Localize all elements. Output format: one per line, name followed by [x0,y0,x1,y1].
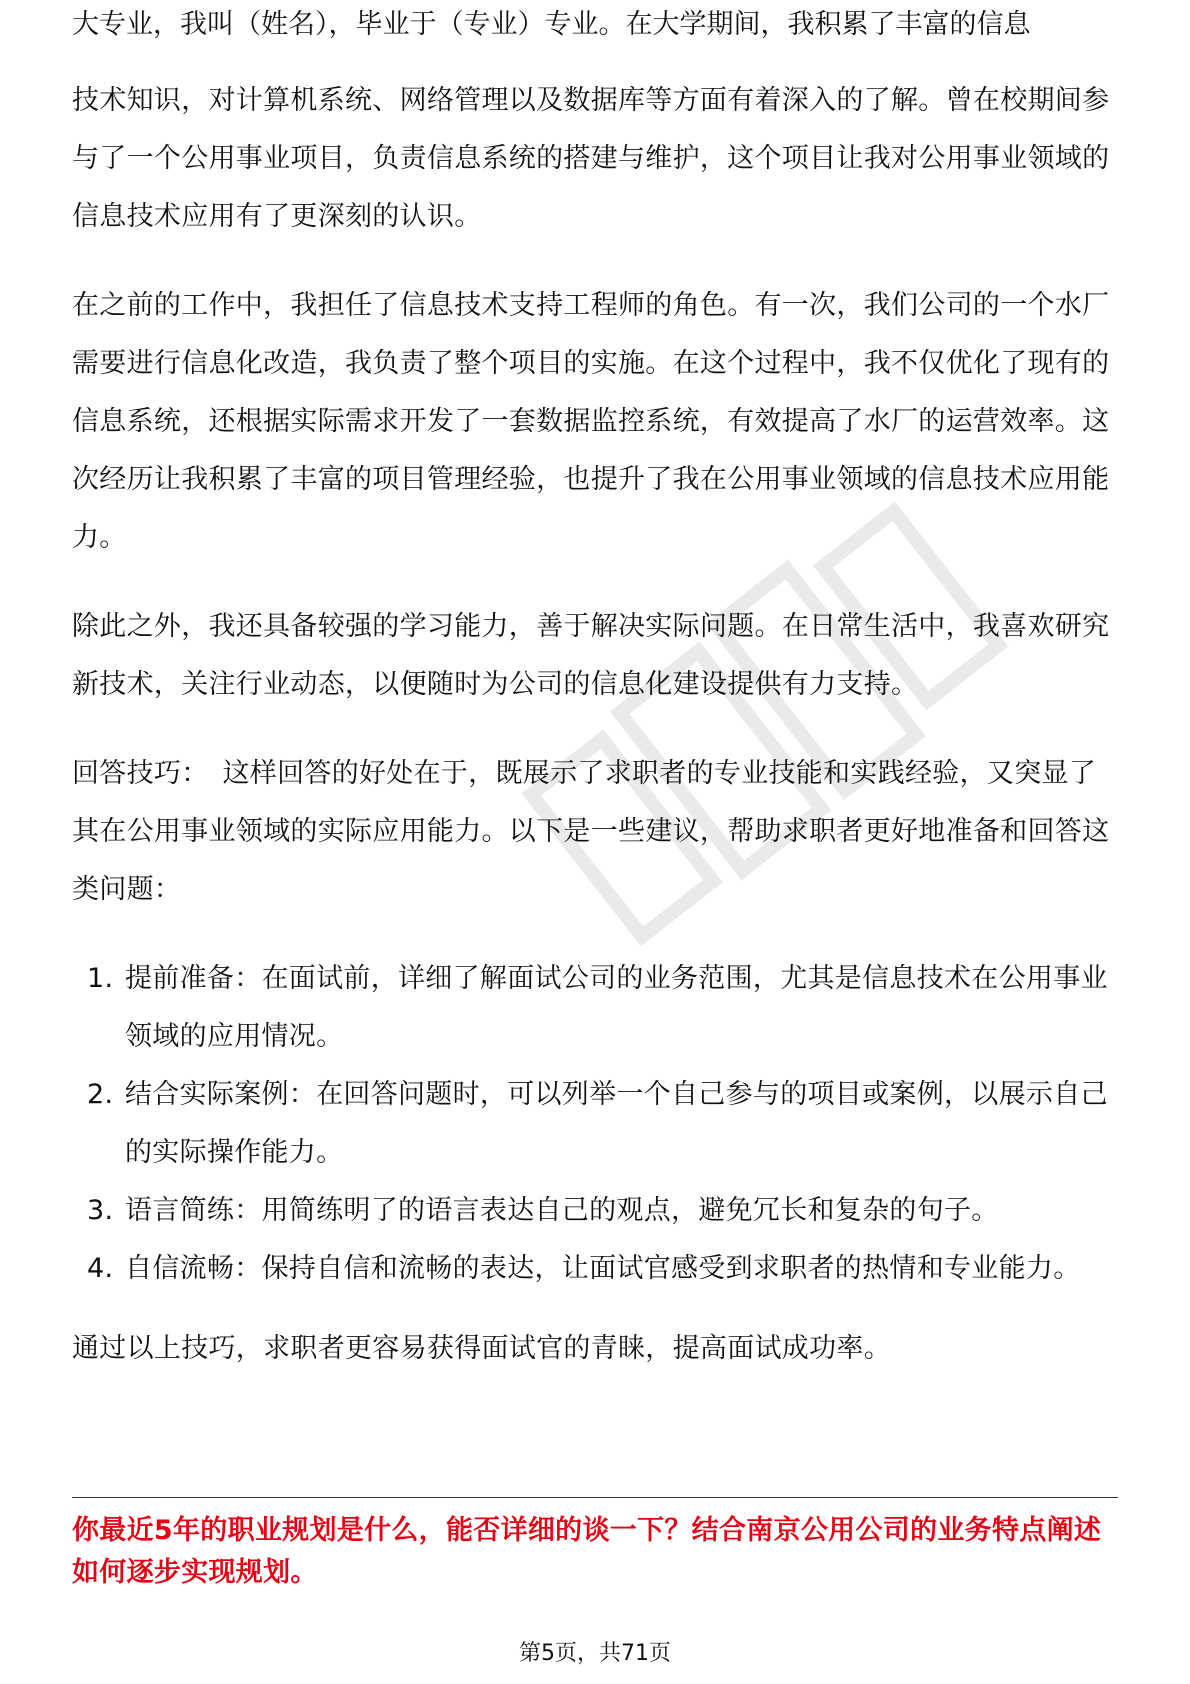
list-item-number: 2. [87,1079,114,1110]
list-item [72,950,1118,1066]
paragraph-work-experience: 在之前的工作中，我担任了信息技术支持工程师的角色。有一次，我们公司的一个水厂需要进行信息化改造，我负责了整个项目的实施。在这个过程中，我不仅优化了现有的信息系统，还根据实际需求开发了一套数据监控系统，有效提高了水厂的运营效率。这次经历让我积累了丰富的项目管理经验，也提升了我在公用事业领域的信息技术应用能力。 [72,290,1110,553]
paragraph-learning-ability: 除此之外，我还具备较强的学习能力，善于解决实际问题。在日常生活中，我喜欢研究新技术，关注行业动态，以便随时为公司的信息化建设提供有力支持。 [72,611,1110,700]
list-item [72,1066,1118,1182]
section-divider [72,1497,1118,1498]
list-item [72,1240,1118,1298]
clipped-top-line [72,9,1118,60]
list-item-number: 1. [87,963,114,994]
paragraph-education: 技术知识，对计算机系统、网络管理以及数据库等方面有着深入的了解。曾在校期间参与了一个公用事业项目，负责信息系统的搭建与维护，这个项目让我对公用事业领域的信息技术应用有了更深刻的认识。 [72,85,1110,232]
page-number: 第5页，共71页 [519,1641,671,1666]
list-item [72,1182,1118,1240]
answer-body [72,72,1118,1409]
list-item-text: 提前准备：在面试前，详细了解面试公司的业务范围，尤其是信息技术在公用事业领域的应用情况。 [125,963,1108,1052]
list-item-text: 语言简练：用简练明了的语言表达自己的观点，避免冗长和复杂的句子。 [125,1195,999,1226]
clipped-top-line-text: 大专业，我叫（姓名），毕业于（专业）专业。在大学期间，我积累了丰富的信息 [72,9,1031,40]
list-item-number: 4. [87,1253,114,1284]
list-item-number: 3. [87,1195,114,1226]
answer-tips-label: 回答技巧： [72,758,209,789]
closing-paragraph: 通过以上技巧，求职者更容易获得面试官的青睐，提高面试成功率。 [72,1333,891,1364]
answer-tips-intro [72,745,1118,919]
list-item-text: 结合实际案例：在回答问题时，可以列举一个自己参与的项目或案例，以展示自己的实际操作能力。 [125,1079,1108,1168]
answer-tips-text: 这样回答的好处在于，既展示了求职者的专业技能和实践经验，又突显了其在公用事业领域的实际应用能力。以下是一些建议，帮助求职者更好地准备和回答这类问题： [72,758,1110,905]
next-question-heading: 你最近5年的职业规划是什么，能否详细的谈一下？结合南京公用公司的业务特点阐述如何逐步实现规划。 [72,1515,1102,1588]
list-item-text: 自信流畅：保持自信和流畅的表达，让面试官感受到求职者的热情和专业能力。 [125,1253,1081,1284]
tips-list [72,950,1118,1298]
